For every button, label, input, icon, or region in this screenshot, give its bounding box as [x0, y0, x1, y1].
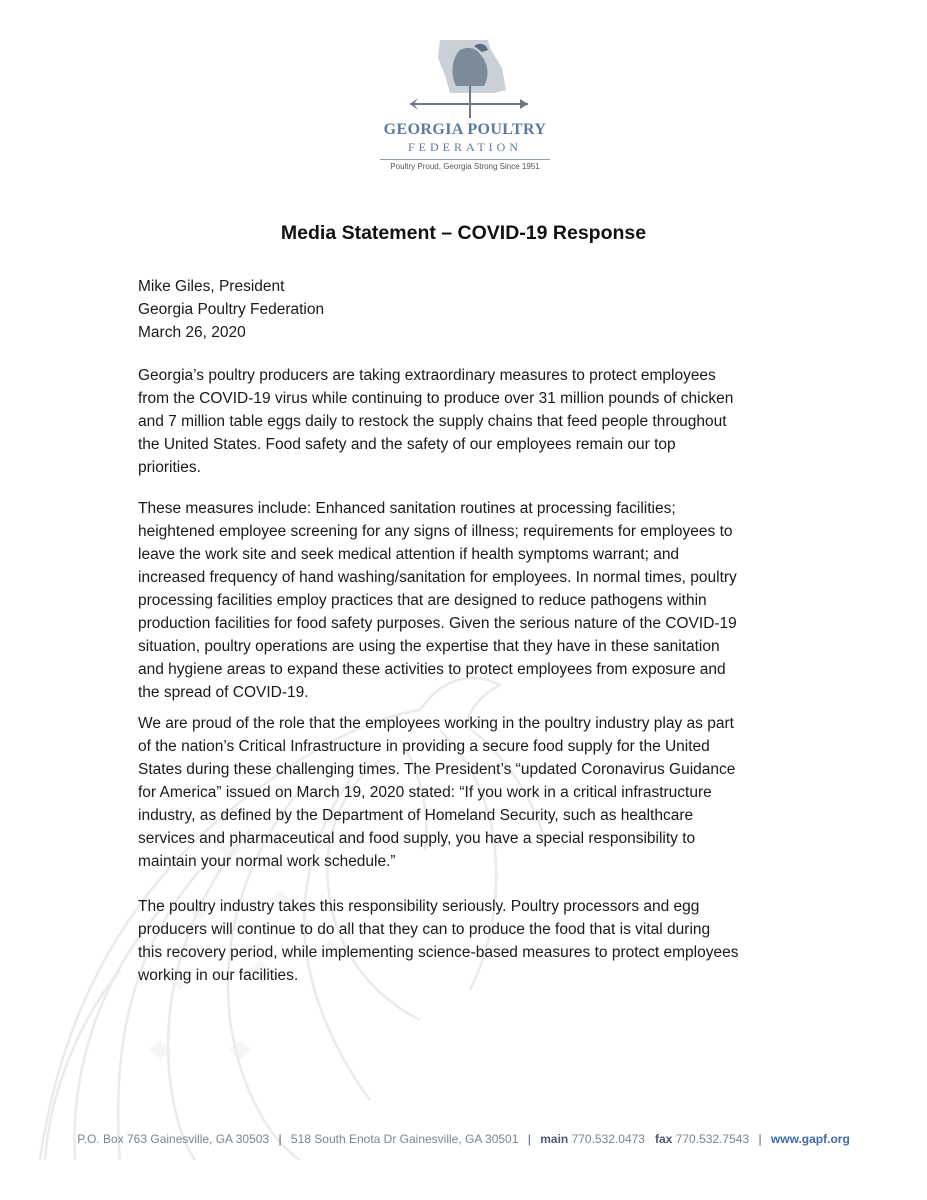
- organization-name: Georgia Poultry Federation: [138, 301, 325, 318]
- footer-fax-number: 770.532.7543: [675, 1132, 750, 1146]
- page-title: Media Statement – COVID-19 Response: [280, 222, 647, 244]
- footer-po-box: P.O. Box 763 Gainesville, GA 30503: [77, 1132, 270, 1146]
- footer-contact: [0, 1132, 927, 1146]
- paragraph-text: We are proud of the role that the employees working in the poultry industry play as part of the nation’s Critical Infrastructure in providing a secure food supply for the United States during these challenging times. The President’s “updated Coronavirus Guidance for America” issued on March 19, 2020 stated: “If you work in a critical infrastructure industry, as defined by the Department of Homeland Security, such as healthcare services and pharmaceutical and food supply, you have a special responsibility to maintain your normal work schedule.”: [138, 715, 736, 870]
- statement-date: March 26, 2020: [138, 324, 246, 341]
- body-paragraph-3: [138, 712, 818, 873]
- paragraph-text: These measures include: Enhanced sanitation routines at processing facilities; heightened employee screening for any signs of illness; requirements for employees to leave the work site and seek medical attention if health symptoms warrant; and increased frequency of hand washing/sanitation for employees. In normal times, poultry processing facilities employ practices that are designed to reduce pathogens within production facilities for food safety purposes. Given the serious nature of the COVID-19 situation, poultry operations are using the expertise that they have in these sanitation and hygiene areas to expand these activities to protect employees from exposure and the spread of COVID-19.: [138, 500, 737, 701]
- body-paragraph-4: [138, 895, 818, 987]
- footer-street-address: 518 South Enota Dr Gainesville, GA 30501: [290, 1132, 519, 1146]
- paragraph-text: Georgia’s poultry producers are taking extraordinary measures to protect employees from the COVID-19 virus while continuing to produce over 31 million pounds of chicken and 7 million table eggs daily to restock the supply chains that feed people throughout the United States. Food safety and the safety of our employees remain our top priorities.: [138, 367, 734, 476]
- footer-fax-label: fax: [655, 1132, 673, 1146]
- footer-separator: |: [278, 1132, 282, 1146]
- logo-name: GEORGIA POULTRY: [383, 121, 547, 138]
- logo-subname: FEDERATION: [408, 140, 522, 154]
- statement-header: [138, 275, 324, 344]
- footer-main-label: main: [540, 1132, 569, 1146]
- body-paragraph-2: [138, 497, 818, 704]
- author-name: Mike Giles, President: [138, 278, 285, 295]
- body-paragraph-1: [138, 364, 818, 479]
- footer-website-link[interactable]: www.gapf.org: [770, 1132, 850, 1146]
- logo-divider: [380, 159, 550, 160]
- organization-logo: [370, 38, 560, 178]
- footer-main-number: 770.532.0473: [571, 1132, 645, 1146]
- logo-tagline: Poultry Proud, Georgia Strong Since 1951: [390, 162, 540, 171]
- paragraph-text: The poultry industry takes this responsibility seriously. Poultry processors and egg producers will continue to do all that they can to produce the food that is vital during this recovery period, while implementing science-based measures to protect employees working in our facilities.: [138, 898, 739, 984]
- footer-separator: |: [758, 1132, 762, 1146]
- footer-separator: |: [527, 1132, 531, 1146]
- georgia-rooster-weathervane-icon: [390, 38, 540, 120]
